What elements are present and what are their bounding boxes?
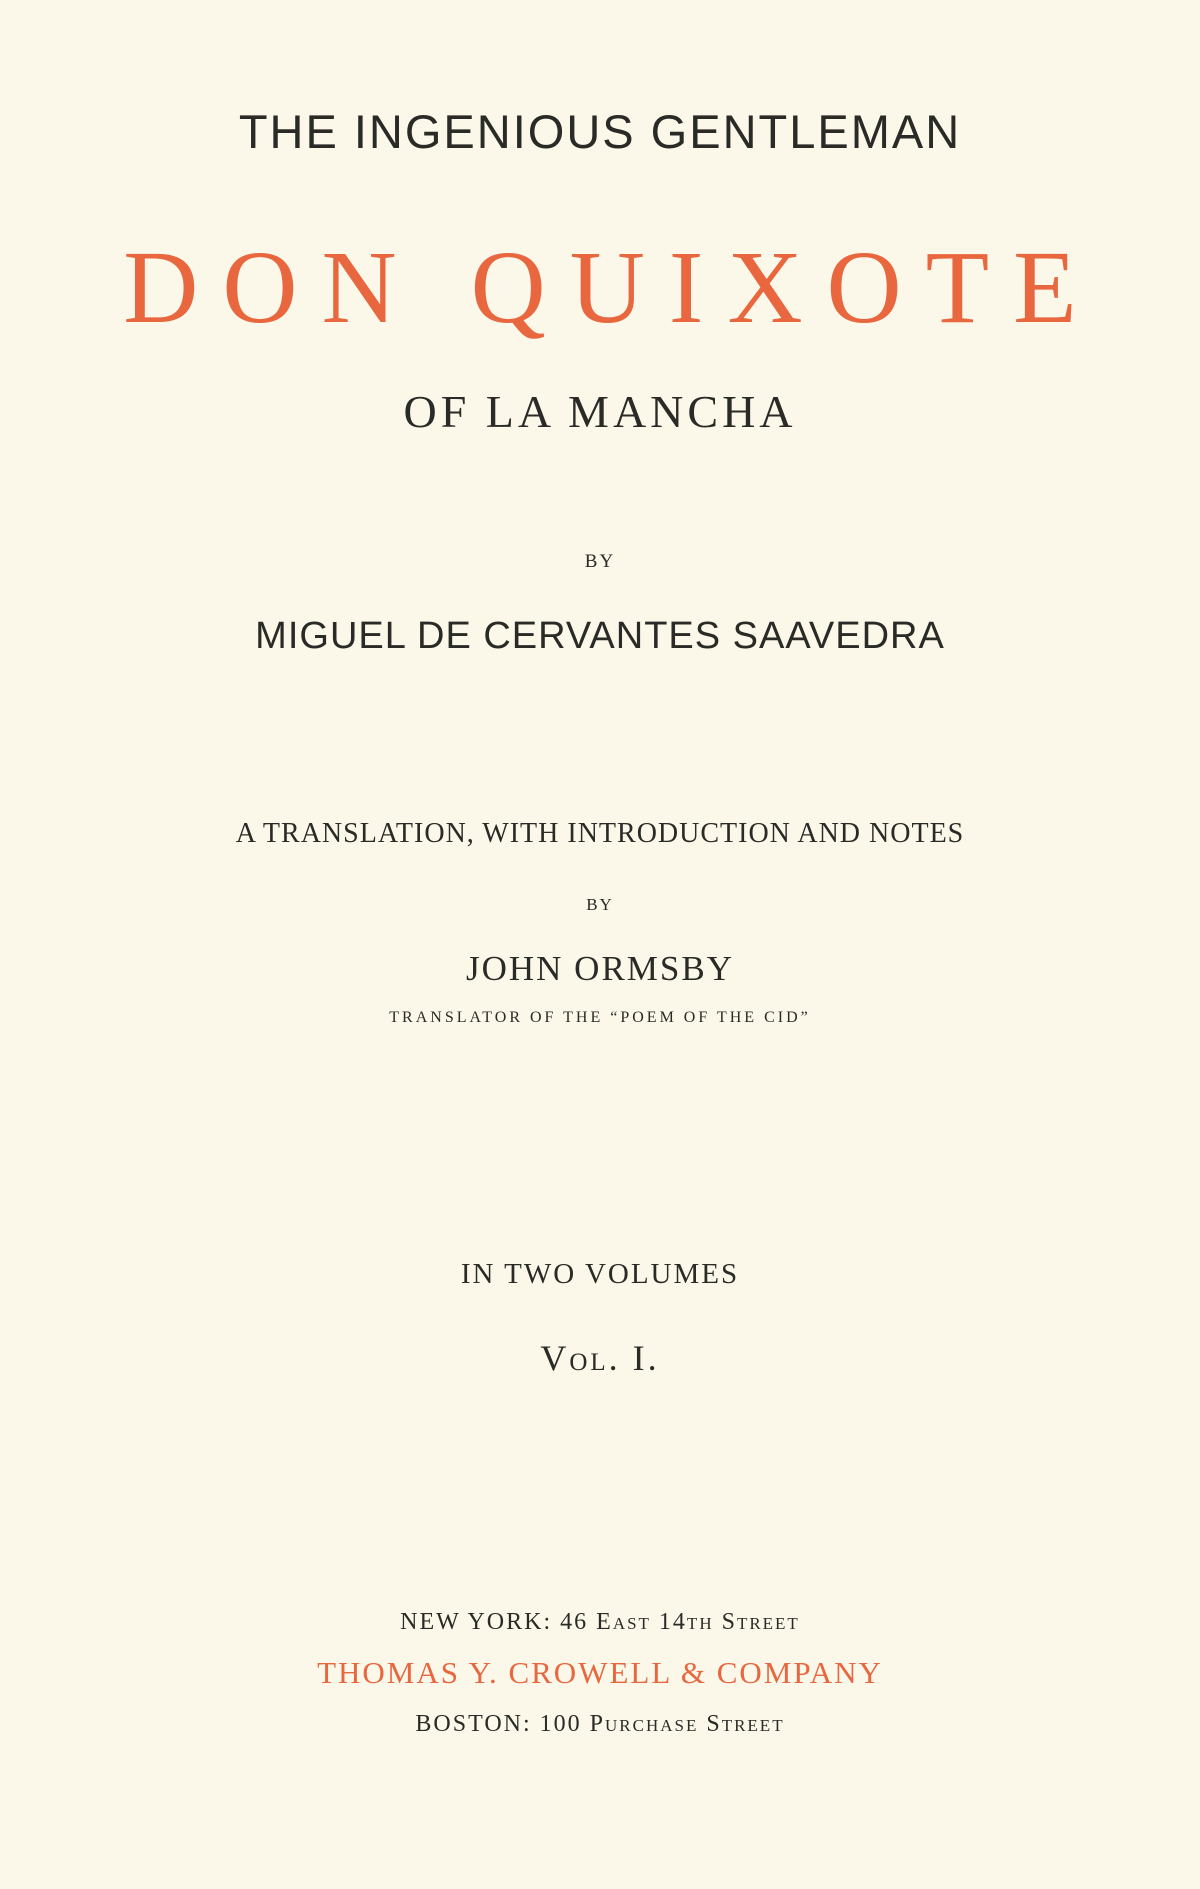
subtitle: OF LA MANCHA bbox=[403, 386, 797, 437]
translator-name: JOHN ORMSBY bbox=[465, 949, 735, 988]
boston-label: BOSTON: bbox=[415, 1711, 532, 1737]
boston-address: 100 Purchase Street bbox=[539, 1711, 785, 1737]
new-york-address: 46 East 14th Street bbox=[560, 1609, 800, 1635]
by-label: BY bbox=[584, 551, 616, 572]
author-name: MIGUEL DE CERVANTES SAAVEDRA bbox=[255, 615, 945, 657]
volume-number: Vol. I. bbox=[540, 1338, 660, 1378]
book-title: DON QUIXOTE bbox=[123, 230, 1101, 345]
by-label-2: BY bbox=[586, 895, 614, 914]
translator-credit: TRANSLATOR OF THE “POEM OF THE CID” bbox=[389, 1009, 811, 1026]
new-york-imprint bbox=[0, 1610, 1200, 1634]
volumes-note: IN TWO VOLUMES bbox=[460, 1258, 740, 1290]
translation-note: A TRANSLATION, WITH INTRODUCTION AND NOTES bbox=[235, 818, 965, 849]
publisher-name: THOMAS Y. CROWELL & COMPANY bbox=[317, 1655, 883, 1690]
boston-imprint bbox=[0, 1712, 1200, 1736]
new-york-label: NEW YORK: bbox=[400, 1609, 553, 1635]
pretitle: THE INGENIOUS GENTLEMAN bbox=[238, 105, 962, 158]
